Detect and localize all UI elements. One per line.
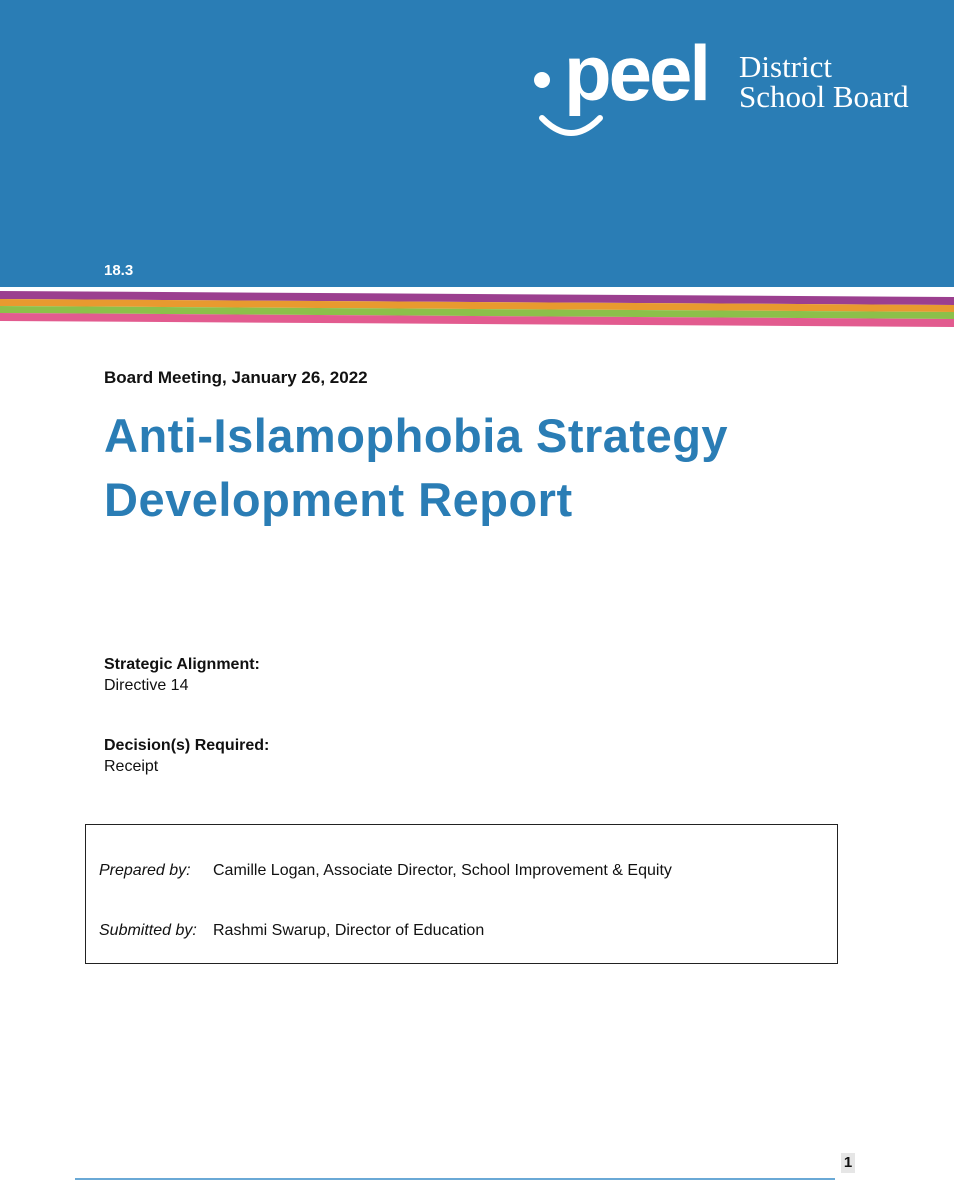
prepared-by-value: Camille Logan, Associate Director, School Improvement & Equity [213, 862, 672, 879]
header-banner [0, 0, 954, 287]
strategic-alignment-label: Strategic Alignment: [104, 656, 260, 673]
decision-required-value: Receipt [104, 758, 159, 775]
agenda-item-number: 18.3 [104, 262, 134, 279]
decision-required-label: Decision(s) Required: [104, 737, 270, 754]
credits-box [85, 824, 838, 964]
color-stripes [0, 287, 954, 337]
logo-dot [534, 72, 550, 88]
prepared-by-row [99, 862, 672, 880]
report-title [104, 404, 924, 532]
peel-logo [530, 29, 930, 150]
strategic-alignment-value: Directive 14 [104, 677, 189, 694]
title-line-2: Development Report [104, 473, 573, 526]
title-line-1: Anti-Islamophobia Strategy [104, 409, 729, 462]
prepared-by-label: Prepared by: [99, 862, 191, 879]
meeting-line: Board Meeting, January 26, 2022 [104, 368, 368, 387]
submitted-by-value: Rashmi Swarup, Director of Education [213, 922, 485, 939]
logo-wordmark: peel [564, 29, 709, 117]
submitted-by-row [99, 922, 484, 940]
logo-board-name [739, 49, 909, 114]
page-number: 1 [841, 1153, 855, 1173]
logo-line-district: District [739, 49, 832, 84]
footer-rule [75, 1178, 835, 1180]
submitted-by-label: Submitted by: [99, 922, 197, 939]
logo-line-school-board: School Board [739, 79, 909, 114]
smile-icon [536, 112, 606, 142]
